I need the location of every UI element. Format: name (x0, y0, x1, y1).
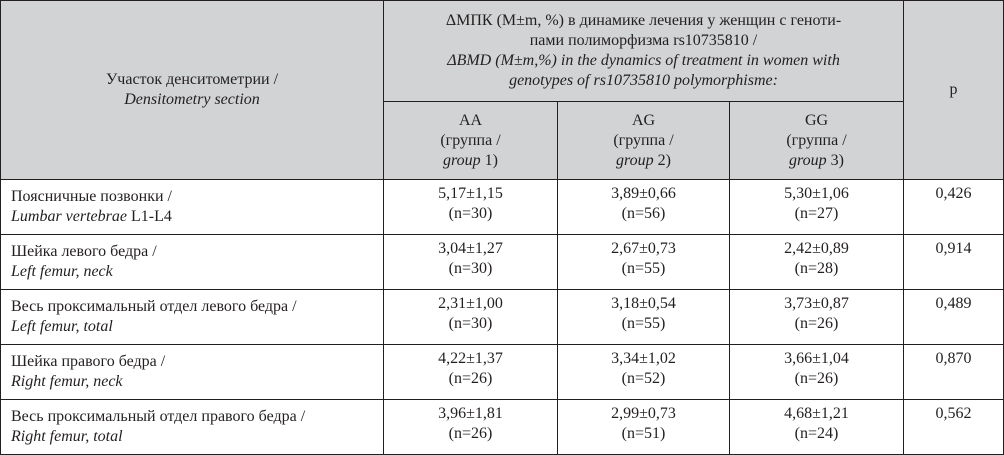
group-label-ru: (группа / (440, 131, 501, 149)
value-ag (558, 290, 730, 345)
p-value: 0,870 (935, 350, 972, 367)
value-p (904, 290, 1004, 345)
value-n: (n=30) (448, 315, 493, 332)
value-ag (558, 235, 730, 290)
header-p: p (949, 81, 958, 98)
value-n: (n=51) (621, 425, 666, 442)
value-n: (n=26) (794, 370, 839, 387)
header-group-aa (384, 102, 558, 180)
value-mean: 3,96±1,81 (438, 405, 503, 422)
value-gg (730, 290, 904, 345)
value-p (904, 235, 1004, 290)
group-number: 2) (653, 151, 671, 169)
value-n: (n=30) (448, 260, 493, 277)
value-ag (558, 400, 730, 455)
p-value: 0,562 (935, 405, 972, 422)
row-site-ru: Весь проксимальный отдел правого бедра / (11, 408, 306, 425)
header-main-ru-1: ΔМПК (M±m, %) в динамике лечения у женщин с геноти- (445, 12, 842, 29)
row-site-en: Left femur, neck (11, 263, 113, 280)
table-row (1, 235, 1004, 290)
value-p (904, 180, 1004, 235)
value-gg (730, 235, 904, 290)
value-mean: 2,67±0,73 (611, 240, 676, 257)
value-mean: 5,17±1,15 (438, 185, 503, 202)
header-group-ag (558, 102, 730, 180)
value-gg (730, 400, 904, 455)
row-site-en: Right femur, total (11, 428, 123, 445)
value-ag (558, 345, 730, 400)
header-group-gg (730, 102, 904, 180)
p-value: 0,914 (935, 240, 972, 257)
group-label-en (390, 151, 551, 171)
value-mean: 2,42±0,89 (784, 240, 849, 257)
value-aa (384, 345, 558, 400)
value-n: (n=26) (794, 315, 839, 332)
value-p (904, 345, 1004, 400)
value-n: (n=55) (621, 315, 666, 332)
table-row (1, 345, 1004, 400)
row-site-en-suffix: L1-L4 (126, 208, 172, 225)
group-label-en (564, 151, 723, 171)
value-n: (n=52) (621, 370, 666, 387)
value-n: (n=24) (794, 425, 839, 442)
group-word: group (443, 151, 481, 169)
row-site-cell (1, 235, 384, 290)
group-number: 1) (480, 151, 498, 169)
value-n: (n=55) (621, 260, 666, 277)
value-n: (n=30) (448, 205, 493, 222)
value-gg (730, 345, 904, 400)
header-p-cell (904, 1, 1004, 180)
value-aa (384, 235, 558, 290)
header-main-ru-2: пами полиморфизма rs10735810 / (529, 32, 758, 49)
row-site-en: Left femur, total (11, 318, 113, 335)
group-word: group (616, 151, 654, 169)
value-n: (n=27) (794, 205, 839, 222)
row-site-cell (1, 345, 384, 400)
row-site-ru: Шейка правого бедра / (11, 353, 166, 370)
value-p (904, 400, 1004, 455)
table-row (1, 290, 1004, 345)
value-mean: 3,73±0,87 (784, 295, 849, 312)
group-genotype: AG (631, 111, 656, 129)
header-main-en-2: genotypes of rs10735810 polymorphisme: (509, 72, 778, 89)
value-mean: 3,18±0,54 (611, 295, 676, 312)
group-label-en (736, 151, 897, 171)
group-label-ru: (группа / (786, 131, 847, 149)
value-mean: 2,99±0,73 (611, 405, 676, 422)
p-value: 0,426 (935, 185, 972, 202)
header-section-en: Densitometry section (124, 91, 260, 108)
table-row (1, 180, 1004, 235)
value-n: (n=26) (448, 370, 493, 387)
row-site-ru: Весь проксимальный отдел левого бедра / (11, 298, 297, 315)
p-value: 0,489 (935, 295, 972, 312)
value-n: (n=56) (621, 205, 666, 222)
value-mean: 3,89±0,66 (611, 185, 676, 202)
row-site-en: Lumbar vertebrae (11, 208, 127, 225)
group-word: group (789, 151, 827, 169)
row-site-cell (1, 290, 384, 345)
row-site-ru: Шейка левого бедра / (11, 243, 157, 260)
value-aa (384, 290, 558, 345)
value-mean: 5,30±1,06 (784, 185, 849, 202)
value-mean: 2,31±1,00 (438, 295, 503, 312)
value-mean: 3,66±1,04 (784, 350, 849, 367)
value-mean: 3,34±1,02 (611, 350, 676, 367)
row-site-en: Right femur, neck (11, 373, 123, 390)
group-label-ru: (группа / (613, 131, 674, 149)
value-aa (384, 180, 558, 235)
value-n: (n=26) (448, 425, 493, 442)
header-section-ru: Участок денситометрии / (105, 71, 279, 88)
value-gg (730, 180, 904, 235)
header-main-cell (384, 1, 904, 102)
value-ag (558, 180, 730, 235)
row-site-ru: Поясничные позвонки / (11, 188, 172, 205)
value-mean: 3,04±1,27 (438, 240, 503, 257)
value-mean: 4,22±1,37 (438, 350, 503, 367)
table-row (1, 400, 1004, 455)
group-number: 3) (826, 151, 844, 169)
group-genotype: AA (458, 111, 483, 129)
value-aa (384, 400, 558, 455)
row-site-cell (1, 180, 384, 235)
value-mean: 4,68±1,21 (784, 405, 849, 422)
value-n: (n=28) (794, 260, 839, 277)
header-section-cell (1, 1, 384, 180)
row-site-cell (1, 400, 384, 455)
group-genotype: GG (804, 111, 829, 129)
header-main-en-1: ΔBMD (M±m,%) in the dynamics of treatment in women with (447, 52, 840, 69)
